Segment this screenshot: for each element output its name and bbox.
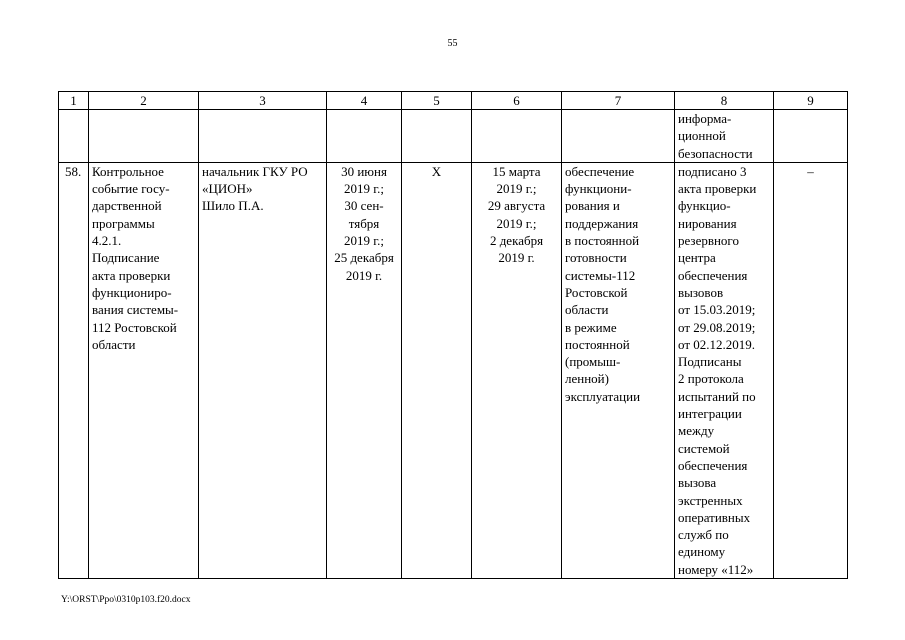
planned-result: обеспечение функциони- рования и поддержания в постоянной готовности системы-112 Ростовской области в режиме постоянной (промыш- ленной) эксплуатации	[562, 162, 675, 578]
row-number: 58.	[59, 162, 89, 578]
column-header-5: 5	[402, 92, 472, 110]
cont-cell-2	[89, 110, 199, 163]
column-header-8: 8	[675, 92, 774, 110]
actual-dates: 15 марта 2019 г.; 29 августа 2019 г.; 2 декабря 2019 г.	[472, 162, 562, 578]
cont-cell-5	[402, 110, 472, 163]
continuation-row	[59, 110, 848, 163]
event-description: Контрольное событие госу- дарственной программы 4.2.1. Подписание акта проверки функциониро- вания системы- 112 Ростовской области	[89, 162, 199, 578]
column-5-value: Х	[402, 162, 472, 578]
cont-cell-9	[774, 110, 848, 163]
column-header-4: 4	[327, 92, 402, 110]
column-header-2: 2	[89, 92, 199, 110]
cont-cell-8-text: информа- ционной безопасности	[675, 110, 774, 163]
page-number: 55	[447, 38, 458, 49]
column-header-7: 7	[562, 92, 675, 110]
planned-dates: 30 июня 2019 г.; 30 сен- тября 2019 г.; 25 декабря 2019 г.	[327, 162, 402, 578]
file-path-footer: Y:\ORST\Ppo\0310p103.f20.docx	[61, 595, 191, 605]
column-header-3: 3	[199, 92, 327, 110]
column-header-6: 6	[472, 92, 562, 110]
cont-cell-3	[199, 110, 327, 163]
cont-cell-7	[562, 110, 675, 163]
cont-cell-1	[59, 110, 89, 163]
cont-cell-6	[472, 110, 562, 163]
actual-result: подписано 3 акта проверки функцио- нирования резервного центра обеспечения вызовов от 15.03.2019; от 29.08.2019; от 02.12.2019. Подписаны 2 протокола испытаний по интеграции между системой обеспечения вызова экстренных оперативных служб по единому номеру «112»	[675, 162, 774, 578]
responsible-person: начальник ГКУ РО «ЦИОН» Шило П.А.	[199, 162, 327, 578]
table-row-58	[59, 162, 848, 578]
cont-cell-4	[327, 110, 402, 163]
column-9-value: –	[774, 162, 848, 578]
report-table	[58, 91, 848, 579]
column-header-9: 9	[774, 92, 848, 110]
column-header-1: 1	[59, 92, 89, 110]
column-number-row	[59, 92, 848, 110]
